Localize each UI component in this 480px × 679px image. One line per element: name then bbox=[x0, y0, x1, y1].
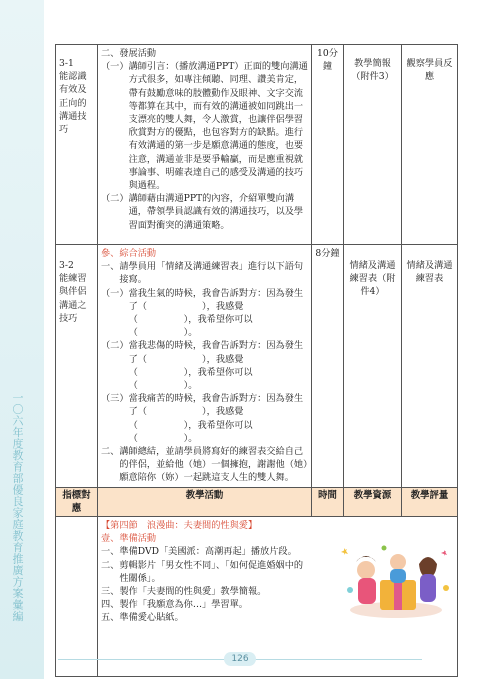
activity-heading: 參、綜合活動 bbox=[101, 248, 157, 259]
item-text: 準備DVD「美國派：高潮再起」播放片段。 bbox=[119, 546, 297, 558]
item-text: 講師藉由溝通PPT的內容，介紹單雙向溝通，帶領學員認識有效的溝通技巧，以及學習面對衝突的溝通策略。 bbox=[128, 193, 304, 231]
header-time: 時間 bbox=[312, 487, 344, 516]
confetti-dot bbox=[347, 587, 353, 593]
parent-body bbox=[420, 574, 436, 602]
objective-cell bbox=[56, 45, 98, 245]
activity-item bbox=[101, 260, 308, 286]
item-marker: 四、 bbox=[101, 599, 120, 611]
time-cell bbox=[312, 245, 344, 488]
resource-cell bbox=[344, 245, 402, 488]
item-text: 當我悲傷的時候，我會告訴對方：因為發生了（ ），我感覺（ ），我希望你可以（ ）。 bbox=[128, 340, 304, 392]
activity-cell bbox=[98, 245, 312, 488]
family-illustration bbox=[336, 540, 454, 620]
evaluation-cell bbox=[402, 45, 458, 245]
gift-ribbon bbox=[394, 580, 402, 610]
item-marker: 一、 bbox=[101, 546, 120, 558]
resource-value: 情緒及溝通練習表（附件4） bbox=[349, 260, 396, 298]
table-row-development bbox=[56, 45, 458, 245]
item-text: 製作「我願意為你…」學習單。 bbox=[119, 599, 248, 611]
item-text: 當我生氣的時候，我會告訴對方：因為發生了（ ），我感覺（ ），我希望你可以（ ）。 bbox=[128, 287, 304, 339]
header-resource: 教學資源 bbox=[344, 487, 402, 516]
item-marker: （三） bbox=[101, 393, 129, 405]
activity-item bbox=[101, 339, 308, 392]
adult-body bbox=[390, 569, 406, 583]
parent-hair bbox=[419, 557, 437, 576]
objective-cell bbox=[56, 517, 98, 677]
item-marker: （一） bbox=[101, 61, 129, 73]
header-indicator: 指標對應 bbox=[56, 487, 98, 516]
evaluation-value: 情緒及溝通練習表 bbox=[406, 260, 453, 285]
objective-label: 3-2 能練習與伴侶溝通之技巧 bbox=[59, 260, 87, 324]
activity-item bbox=[101, 60, 308, 192]
item-text: 製作「夫妻間的性與愛」教學簡報。 bbox=[119, 586, 267, 598]
prep-item bbox=[101, 559, 311, 585]
confetti-dot bbox=[382, 546, 387, 551]
activity-item bbox=[101, 445, 308, 485]
item-marker: 三、 bbox=[101, 586, 120, 598]
activity-item bbox=[101, 392, 308, 445]
item-text: 當我痛苦的時候，我會告訴對方：因為發生了（ ），我感覺（ ），我希望你可以（ ）。 bbox=[128, 393, 304, 444]
item-text: 準備愛心貼紙。 bbox=[119, 612, 184, 624]
header-activity: 教學活動 bbox=[98, 487, 312, 516]
activity-heading: 二、發展活動 bbox=[101, 48, 157, 59]
item-marker: 二、 bbox=[101, 559, 120, 571]
activity-cell bbox=[98, 45, 312, 245]
resource-value: 教學簡報（附件3） bbox=[351, 58, 394, 83]
prep-item bbox=[101, 598, 311, 611]
time-value: 8分鐘 bbox=[315, 248, 340, 259]
prep-item bbox=[101, 585, 311, 598]
evaluation-value: 觀察學員反應 bbox=[406, 58, 453, 83]
item-text: 講師總結，並請學員將寫好的練習表交給自己的伴侶，並給他（她）一個擁抱，謝謝他（她）願意陪你（妳）一起跳這支人生的雙人舞。 bbox=[119, 446, 308, 484]
star-icon bbox=[441, 550, 447, 556]
time-value: 10分鐘 bbox=[317, 48, 338, 73]
item-marker: （二） bbox=[101, 340, 129, 352]
side-banner bbox=[0, 0, 44, 679]
objective-cell bbox=[56, 245, 98, 488]
prep-item bbox=[101, 545, 311, 558]
lesson-title: 【第四節 浪漫曲：夫妻間的性與愛】 bbox=[101, 520, 258, 532]
item-text: 講師引言：（播放溝通PPT）正面的雙向溝通方式很多，如專注傾聽、同理、讚美肯定，帶有鼓勵意味的肢體動作及眼神、文字交流等都算在其中，而有效的溝通被如同跳出一支漂亮的雙人舞，令人激賞，也讓伴侶學習欣賞對方的優點，也包容對方的缺點。進行有效溝通的第一步是願意溝通的態度，也要注意，溝通並非是要爭輸贏，而是應重視就事論事、明確表達自己的感受及溝通的技巧與過程。 bbox=[128, 61, 308, 192]
activity-item bbox=[101, 192, 308, 232]
evaluation-cell bbox=[402, 245, 458, 488]
resource-cell bbox=[344, 45, 402, 245]
page-number: 126 bbox=[224, 652, 256, 666]
item-marker: 一、 bbox=[101, 261, 120, 273]
child-body bbox=[358, 578, 376, 604]
confetti-dot bbox=[443, 585, 449, 591]
item-marker: 五、 bbox=[101, 612, 120, 624]
star-icon bbox=[341, 548, 348, 555]
header-evaluation: 教學評量 bbox=[402, 487, 458, 516]
item-marker: 二、 bbox=[101, 446, 120, 458]
adult-head bbox=[390, 554, 406, 570]
item-marker: （二） bbox=[101, 193, 129, 205]
item-marker: （一） bbox=[101, 287, 129, 299]
prep-item bbox=[101, 611, 311, 624]
item-text: 剪輯影片「男女性不同」、「如何促進婚姻中的性關係」。 bbox=[119, 559, 304, 584]
table-row-comprehensive bbox=[56, 245, 458, 488]
child-head bbox=[357, 561, 375, 579]
activity-item bbox=[101, 287, 308, 340]
time-cell bbox=[312, 45, 344, 245]
prep-heading: 壹、準備活動 bbox=[101, 533, 157, 545]
item-text: 請學員用「情緒及溝通練習表」進行以下語句接寫。 bbox=[119, 261, 304, 286]
objective-label: 3-1 能認識有效及正向的溝通技巧 bbox=[59, 58, 87, 136]
table-header-row bbox=[56, 487, 458, 516]
side-banner-text: 一〇六年度教育部優良家庭教育推廣方案彙編 bbox=[11, 392, 24, 622]
